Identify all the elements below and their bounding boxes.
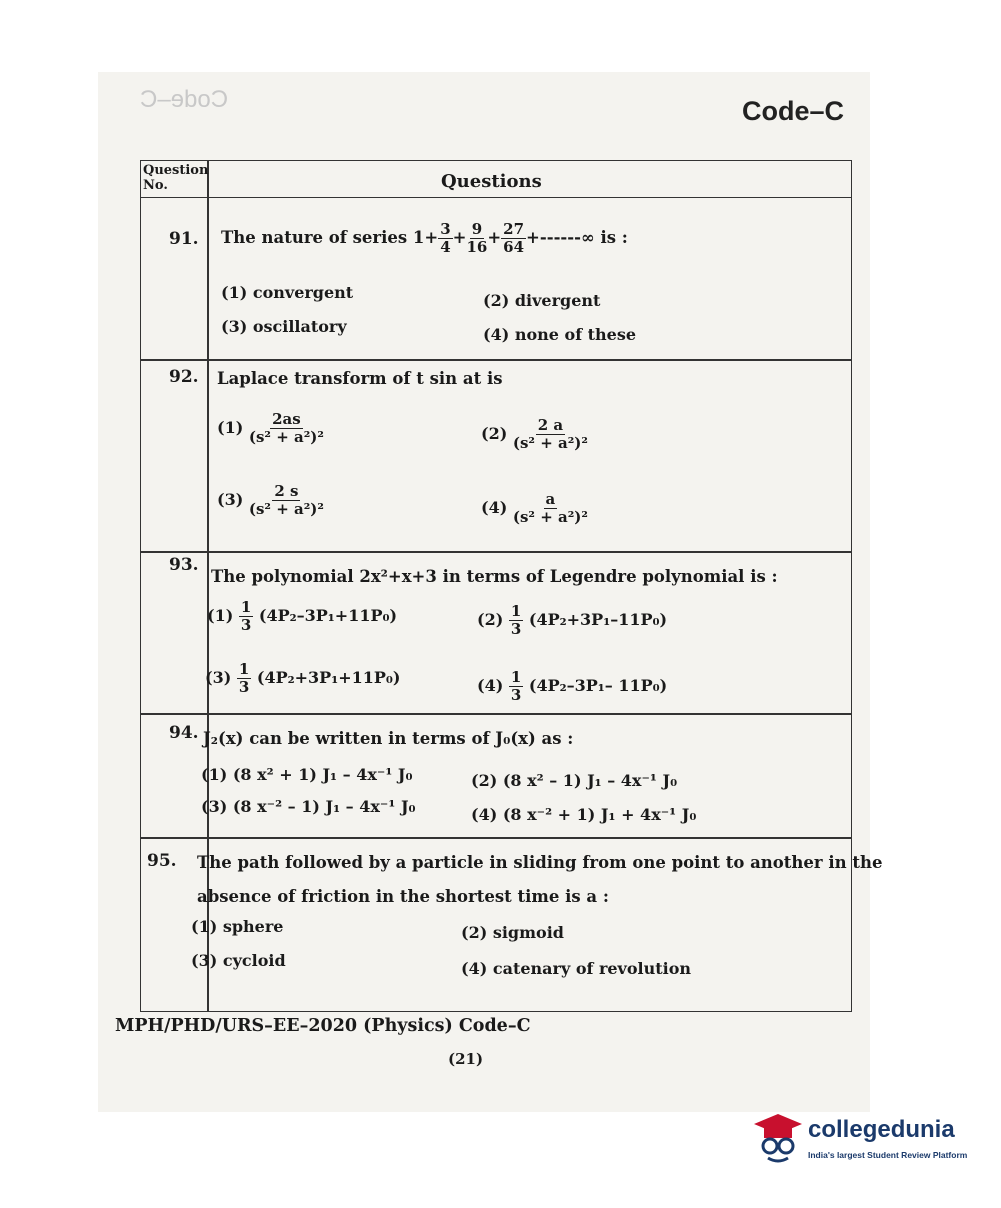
option-4: (4) $\frac{1}{3}$ (4P₂–3P₁– 11P₀) (477, 668, 668, 704)
header-questions: Questions (441, 171, 542, 192)
exam-footer: MPH/PHD/URS–EE–2020 (Physics) Code–C (115, 1016, 531, 1036)
ghost-code-bleed: Code–C (140, 86, 229, 113)
question-number: 95. (147, 851, 177, 871)
option-4: (4) none of these (483, 325, 637, 344)
option-4: (4) catenary of revolution (461, 959, 692, 978)
option-2: (2) $\frac{1}{3}$ (4P₂+3P₁–11P₀) (477, 602, 668, 638)
row-divider (141, 551, 851, 553)
fraction: $\frac{27}{64}$ (503, 220, 525, 256)
option-4: (4) $\frac{a}{\text{(s² + a²)²}}$ (481, 490, 588, 526)
question-text: Laplace transform of t sin at is (217, 369, 503, 388)
question-text-line-2: absence of friction in the shortest time is a : (197, 887, 609, 906)
column-separator (207, 161, 209, 1011)
question-number: 92. (169, 367, 199, 387)
option-1: (1) $\frac{2as}{\text{(s² + a²)²}}$ (217, 410, 324, 446)
page-number: (21) (448, 1050, 484, 1068)
option-1: (1) (8 x² + 1) J₁ – 4x⁻¹ J₀ (201, 765, 413, 784)
row-divider (141, 713, 851, 715)
question-number: 94. (169, 723, 199, 743)
logo-tagline: India's largest Student Review Platform (808, 1150, 968, 1160)
option-1: (1) convergent (221, 283, 354, 302)
option-2: (2) divergent (483, 291, 601, 310)
option-1: (1) $\frac{1}{3}$ (4P₂–3P₁+11P₀) (207, 598, 398, 634)
logo-name: collegedunia (808, 1116, 955, 1143)
question-number: 93. (169, 555, 199, 575)
fraction: $\frac{3}{4}$ (440, 220, 451, 256)
graduate-logo-icon (750, 1110, 806, 1166)
question-number: 91. (169, 229, 199, 249)
option-4: (4) (8 x⁻² + 1) J₁ + 4x⁻¹ J₀ (471, 805, 697, 824)
collegedunia-logo (750, 1110, 980, 1170)
questions-table (140, 160, 883, 1012)
table-header (141, 161, 851, 198)
option-2: (2) $\frac{2 a}{\text{(s² + a²)²}}$ (481, 416, 588, 452)
question-text: The polynomial 2x²+x+3 in terms of Legendre polynomial is : (211, 567, 778, 586)
fraction: $\frac{9}{16}$ (466, 220, 488, 256)
option-1: (1) sphere (191, 917, 284, 936)
option-2: (2) (8 x² – 1) J₁ – 4x⁻¹ J₀ (471, 771, 678, 790)
option-2: (2) sigmoid (461, 923, 564, 942)
option-3: (3) $\frac{2 s}{\text{(s² + a²)²}}$ (217, 482, 324, 518)
row-divider (141, 837, 851, 839)
option-3: (3) cycloid (191, 951, 286, 970)
row-divider (141, 359, 851, 361)
question-text: J₂(x) can be written in terms of J₀(x) as : (203, 729, 574, 748)
question-text: The nature of series 1+ $\frac{3}{4}$ + $\frac{9}{16}$ + $\frac{27}{64}$ +------∞ is : (221, 220, 628, 256)
header-question-no: Question No. (143, 163, 209, 193)
question-text-line-1: The path followed by a particle in sliding from one point to another in the (197, 853, 883, 872)
option-3: (3) (8 x⁻² – 1) J₁ – 4x⁻¹ J₀ (201, 797, 416, 816)
option-3: (3) oscillatory (221, 317, 347, 336)
page-code-label: Code–C (742, 96, 845, 126)
option-3: (3) $\frac{1}{3}$ (4P₂+3P₁+11P₀) (205, 660, 401, 696)
